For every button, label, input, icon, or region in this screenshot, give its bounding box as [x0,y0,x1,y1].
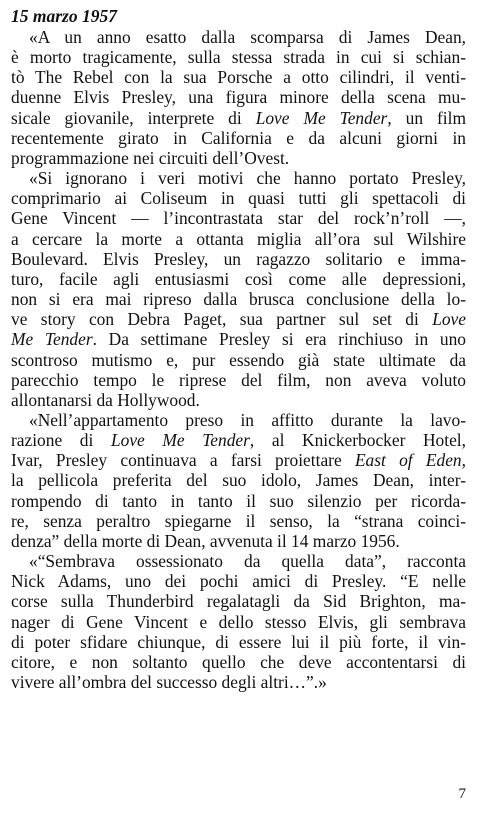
text-line [11,188,466,208]
text-segment: scontroso mutismo e, pur essendo già state ultimate da [11,349,466,370]
italic-title: Love Me Tender [255,107,388,128]
text-line [11,168,466,188]
text-segment: ve story con Debra Paget, sua partner sul set di [11,309,433,330]
text-line [11,208,466,228]
text-line [11,148,466,168]
text-line [11,531,466,551]
text-line [11,269,466,289]
paragraph [11,168,466,410]
text-segment: allontanarsi da Hollywood. [11,389,200,410]
text-line [11,652,466,672]
text-segment: citore, e non soltanto quello che deve accontentarsi di [11,651,466,672]
text-segment: turo, facile agli entusiasmi così come alle depressioni, [11,268,466,289]
text-segment: «A un anno esatto dalla scomparsa di James Dean, [29,27,466,47]
text-line [11,632,466,652]
text-line [11,672,466,692]
text-segment: . Da settimane Presley si era rinchiuso in uno [92,329,466,350]
italic-title: Love [432,309,466,330]
text-segment: Ivar, Presley continuava a farsi proiettare [11,450,355,471]
text-segment: duenne Elvis Presley, una figura minore della scena mu- [11,87,466,108]
text-segment: Nick Adams, uno dei pochi amici di Presley. “E nelle [11,571,466,592]
paragraph [11,551,466,692]
text-line [11,47,466,67]
chapter-date: 15 marzo 1957 [11,6,117,26]
text-line [11,390,466,410]
text-line [11,430,466,450]
body-text [11,27,466,692]
text-line [11,491,466,511]
text-line [11,551,466,571]
text-line [11,511,466,531]
text-segment: di poter sfidare chiunque, di essere lui il più forte, il vin- [11,631,466,652]
text-segment: Boulevard. Elvis Presley, un ragazzo solitario e imma- [11,248,466,269]
text-line [11,67,466,87]
text-segment: «“Sembrava ossessionato da quella data”, racconta [29,551,466,572]
text-line [11,309,466,329]
text-line [11,289,466,309]
text-segment: è morto tragicamente, sulla stessa strada in cui si schian- [11,47,466,68]
text-segment: re, senza peraltro spiegarne il senso, la “strana coinci- [11,510,466,531]
text-line [11,450,466,470]
text-segment: a cercare la morte a ottanta miglia all’ora sul Wilshire [11,228,466,249]
text-line [11,350,466,370]
text-line [11,612,466,632]
text-segment: sicale giovanile, interprete di [11,107,256,128]
text-line [11,27,466,47]
text-line [11,329,466,349]
paragraph [11,410,466,551]
text-segment: «Nell’appartamento preso in affitto durante la lavo- [29,409,466,430]
text-line [11,249,466,269]
text-line [11,108,466,128]
text-segment: la pellicola preferita del suo idolo, James Dean, inter- [11,470,466,491]
text-segment: denza” della morte di Dean, avvenuta il 14 marzo 1956. [11,530,400,551]
text-segment: recentemente girato in California e da alcuni giorni in [11,127,466,148]
text-line [11,591,466,611]
text-segment: , al Knickerbocker Hotel, [249,430,466,451]
text-line [11,370,466,390]
text-segment: razione di [11,430,111,451]
text-segment: comprimario ai Coliseum in quasi tutti gli spettacoli di [11,188,466,209]
text-segment: parecchio tempo le riprese del film, non aveva voluto [11,369,466,390]
text-line [11,229,466,249]
text-line [11,128,466,148]
text-segment: vivere all’ombra del successo degli altri…”.» [11,672,327,692]
italic-title: Me Tender [11,329,93,350]
text-segment: corse sulla Thunderbird regalatagli da Sid Brighton, ma- [11,591,466,612]
text-segment: tò The Rebel con la sua Porsche a otto cilindri, il venti- [11,67,466,88]
text-segment: non si era mai ripreso dalla brusca conclusione della lo- [11,289,466,310]
text-segment: programmazione nei circuiti dell’Ovest. [11,147,290,168]
text-line [11,571,466,591]
text-segment: rompendo di tanto in tanto il suo silenzio per ricorda- [11,490,466,511]
text-segment: «Si ignorano i veri motivi che hanno portato Presley, [29,168,466,189]
italic-title: Love Me Tender [110,430,250,451]
text-line [11,410,466,430]
paragraph [11,27,466,168]
text-segment: nager di Gene Vincent e dello stesso Elvis, gli sembrava [11,611,466,632]
text-line [11,87,466,107]
italic-title: East of Eden [354,450,462,471]
text-segment: , un film [387,107,466,128]
text-segment: , [461,450,466,471]
page-number: 7 [458,786,466,802]
text-line [11,470,466,490]
text-segment: Gene Vincent — l’incontrastata star del rock’n’roll —, [11,208,466,229]
